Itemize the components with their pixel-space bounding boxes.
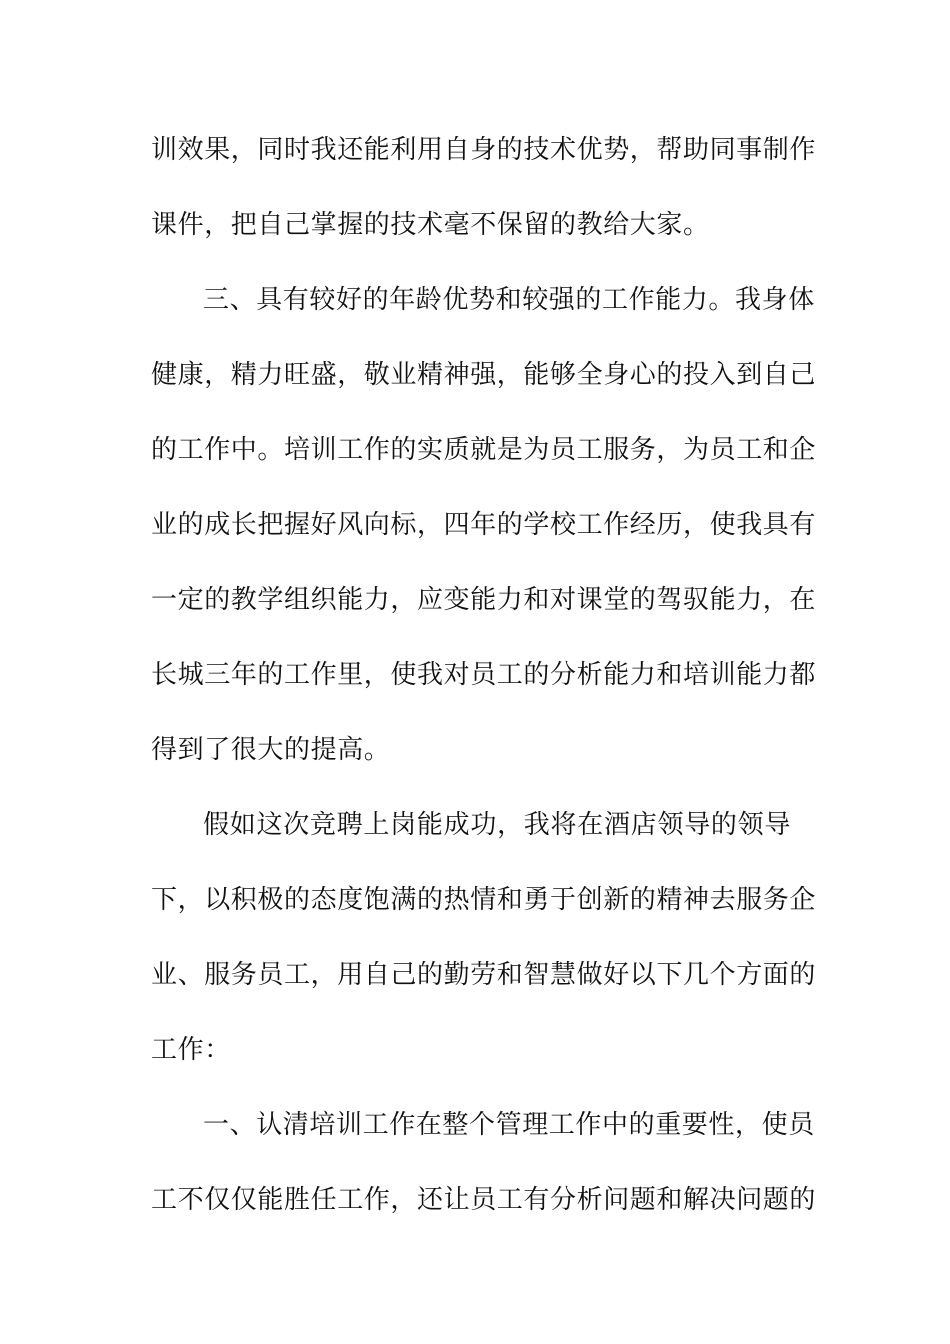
text-line: 假如这次竞聘上岗能成功，我将在酒店领导的领导 — [203, 810, 791, 840]
text-line: 得到了很大的提高。 — [151, 735, 391, 765]
text-line: 工作： — [151, 1035, 231, 1065]
text-line: 的工作中。培训工作的实质就是为员工服务，为员工和企 — [151, 435, 817, 465]
text-line: 业、服务员工，用自己的勤劳和智慧做好以下几个方面的 — [151, 960, 817, 990]
paragraph-3 — [151, 788, 817, 1088]
text-line: 三、具有较好的年龄优势和较强的工作能力。我身体 — [203, 285, 815, 315]
text-line: 一、认清培训工作在整个管理工作中的重要性，使员 — [203, 1110, 815, 1140]
text-line: 训效果，同时我还能利用自身的技术优势，帮助同事制作 — [151, 135, 817, 165]
text-line: 健康，精力旺盛，敬业精神强，能够全身心的投入到自己 — [151, 360, 817, 390]
paragraph-4 — [151, 1088, 817, 1238]
text-line: 一定的教学组织能力，应变能力和对课堂的驾驭能力，在 — [151, 585, 817, 615]
text-line: 业的成长把握好风向标，四年的学校工作经历，使我具有 — [151, 510, 817, 540]
paragraph-1 — [151, 113, 817, 263]
document-body — [151, 113, 817, 1238]
text-line: 工不仅仅能胜任工作，还让员工有分析问题和解决问题的 — [151, 1185, 817, 1215]
text-line: 下，以积极的态度饱满的热情和勇于创新的精神去服务企 — [151, 885, 817, 915]
text-line: 长城三年的工作里，使我对员工的分析能力和培训能力都 — [151, 660, 817, 690]
paragraph-2 — [151, 263, 817, 788]
text-line: 课件，把自己掌握的技术毫不保留的教给大家。 — [151, 210, 710, 240]
